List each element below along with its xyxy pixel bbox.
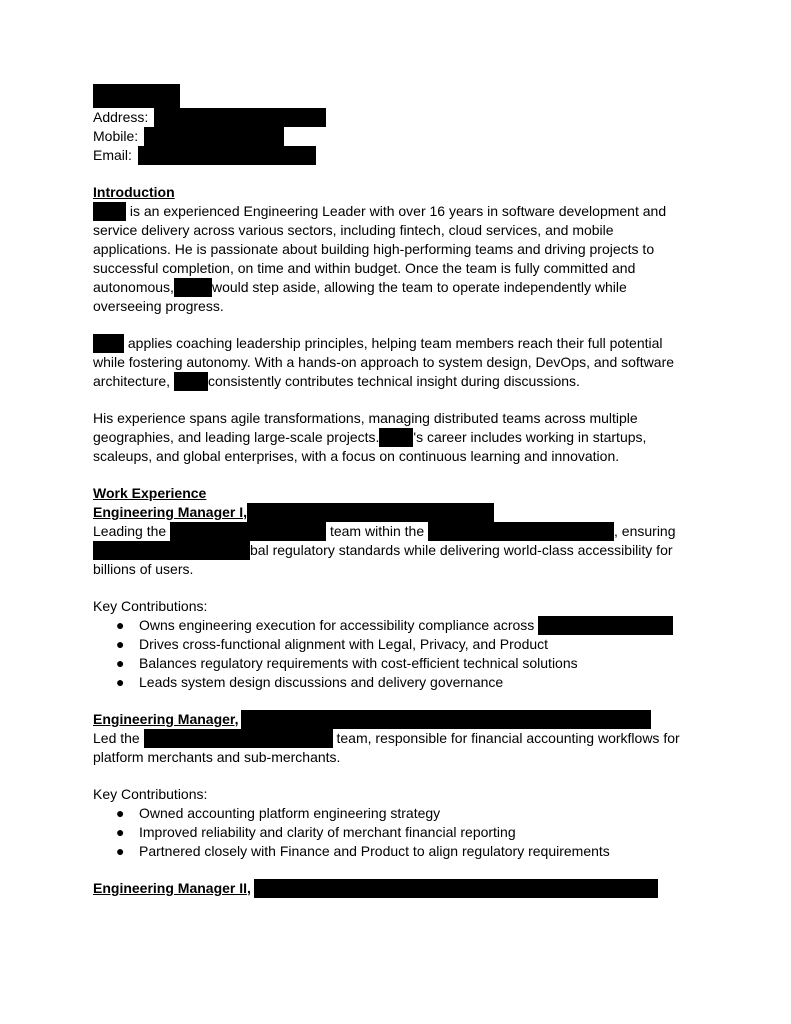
- redacted-company: [241, 710, 651, 729]
- redacted-name-inline: [93, 202, 126, 221]
- redacted-company: [247, 503, 494, 522]
- list-item: [93, 842, 693, 861]
- mobile-label: Mobile:: [93, 128, 139, 144]
- redacted-name-inline: [93, 334, 124, 353]
- redacted-org: [428, 522, 614, 541]
- bullet-icon: ●: [116, 636, 125, 652]
- redacted-team: [170, 522, 326, 541]
- bullet-icon: ●: [116, 805, 125, 821]
- name-line: [93, 84, 693, 108]
- job-desc-text: Led the: [93, 730, 144, 746]
- job2-key-contributions-label: Key Contributions:: [93, 786, 208, 802]
- intro-text: applies coaching leadership principles, helping team members reach their full potential: [124, 335, 663, 351]
- job1-desc-line2: [93, 541, 693, 560]
- work-experience-heading: Work Experience: [93, 485, 207, 501]
- intro-text: would step aside, allowing the team to operate independently while: [211, 279, 627, 295]
- job2-desc-line1: [93, 729, 693, 748]
- bullet-icon: ●: [116, 824, 125, 840]
- list-item: [93, 804, 693, 823]
- email-line: [93, 146, 693, 165]
- list-item: [93, 654, 693, 673]
- bullet-icon: ●: [116, 655, 125, 671]
- job-desc-text: team, responsible for financial accounting workflows for: [332, 730, 680, 746]
- list-item: [93, 673, 693, 692]
- list-item-text: Partnered closely with Finance and Product to align regulatory requirements: [139, 843, 610, 859]
- email-label: Email:: [93, 147, 132, 163]
- intro-p1-line2: service delivery across various sectors, including fintech, cloud services, and mobile: [93, 222, 614, 238]
- redacted-name-inline: [174, 278, 212, 297]
- list-item: [93, 616, 693, 635]
- resume-document: [93, 84, 693, 898]
- redacted-company: [254, 879, 658, 898]
- redacted-name-inline: [174, 372, 208, 391]
- intro-p1-line5: [93, 278, 693, 297]
- job3-title-line: [93, 879, 693, 898]
- job1-title-line: [93, 503, 693, 522]
- address-line: [93, 108, 693, 127]
- intro-p2-line1: [93, 334, 693, 353]
- bullet-icon: ●: [116, 843, 125, 859]
- mobile-line: [93, 127, 693, 146]
- redacted-team: [144, 729, 333, 748]
- redacted-email: [138, 146, 316, 165]
- job1-desc-line3: billions of users.: [93, 561, 194, 577]
- introduction-heading: Introduction: [93, 184, 175, 200]
- redacted-name-inline: [379, 428, 413, 447]
- intro-p3-line2: [93, 428, 693, 447]
- list-item-text: Improved reliability and clarity of merchant financial reporting: [139, 824, 516, 840]
- intro-p3-line3: scaleups, and global enterprises, with a focus on continuous learning and innovation.: [93, 448, 620, 464]
- list-item-text: Owns engineering execution for accessibility compliance across: [139, 617, 535, 633]
- intro-p1-line4: successful completion, on time and within budget. Once the team is fully committed and: [93, 260, 636, 276]
- redacted-text: [538, 616, 673, 635]
- job1-key-contributions-label: Key Contributions:: [93, 598, 208, 614]
- redacted-name: [93, 84, 180, 108]
- intro-p1-line3: applications. He is passionate about building high-performing teams and driving projects to: [93, 241, 655, 257]
- intro-text: consistently contributes technical insight during discussions.: [207, 373, 580, 389]
- job1-title: Engineering Manager I,: [93, 504, 248, 520]
- job2-desc-line2: platform merchants and sub-merchants.: [93, 749, 341, 765]
- list-item: [93, 823, 693, 842]
- job-desc-text: , ensuring: [614, 523, 676, 539]
- job2-title: Engineering Manager,: [93, 711, 239, 727]
- address-label: Address:: [93, 109, 149, 125]
- list-item-text: Leads system design discussions and delivery governance: [139, 674, 504, 690]
- job3-title: Engineering Manager II,: [93, 880, 251, 896]
- bullet-icon: ●: [116, 674, 125, 690]
- list-item-text: Owned accounting platform engineering strategy: [139, 805, 441, 821]
- intro-text: is an experienced Engineering Leader with over 16 years in software development and: [126, 203, 667, 219]
- intro-text: 's career includes working in startups,: [413, 429, 647, 445]
- intro-p2-line2: while fostering autonomy. With a hands-on approach to system design, DevOps, and software: [93, 354, 675, 370]
- redacted-address: [154, 108, 326, 127]
- intro-p2-line3: [93, 372, 693, 391]
- intro-p1-line6: overseeing progress.: [93, 298, 224, 314]
- list-item-text: Balances regulatory requirements with cost-efficient technical solutions: [139, 655, 578, 671]
- redacted-mobile: [144, 127, 284, 146]
- intro-text: architecture,: [93, 373, 174, 389]
- redacted-text: [93, 541, 250, 560]
- list-item: [93, 635, 693, 654]
- list-item-text: Drives cross-functional alignment with Legal, Privacy, and Product: [139, 636, 549, 652]
- intro-p1-line1: [93, 202, 693, 221]
- intro-text: geographies, and leading large-scale projects.: [93, 429, 380, 445]
- intro-p3-line1: His experience spans agile transformations, managing distributed teams across multiple: [93, 410, 638, 426]
- job1-desc-line1: [93, 522, 693, 541]
- bullet-icon: ●: [116, 617, 125, 633]
- job-desc-text: bal regulatory standards while delivering world-class accessibility for: [250, 542, 673, 558]
- job-desc-text: team within the: [326, 523, 429, 539]
- intro-text: autonomous,: [93, 279, 174, 295]
- job-desc-text: Leading the: [93, 523, 171, 539]
- job2-title-line: [93, 710, 693, 729]
